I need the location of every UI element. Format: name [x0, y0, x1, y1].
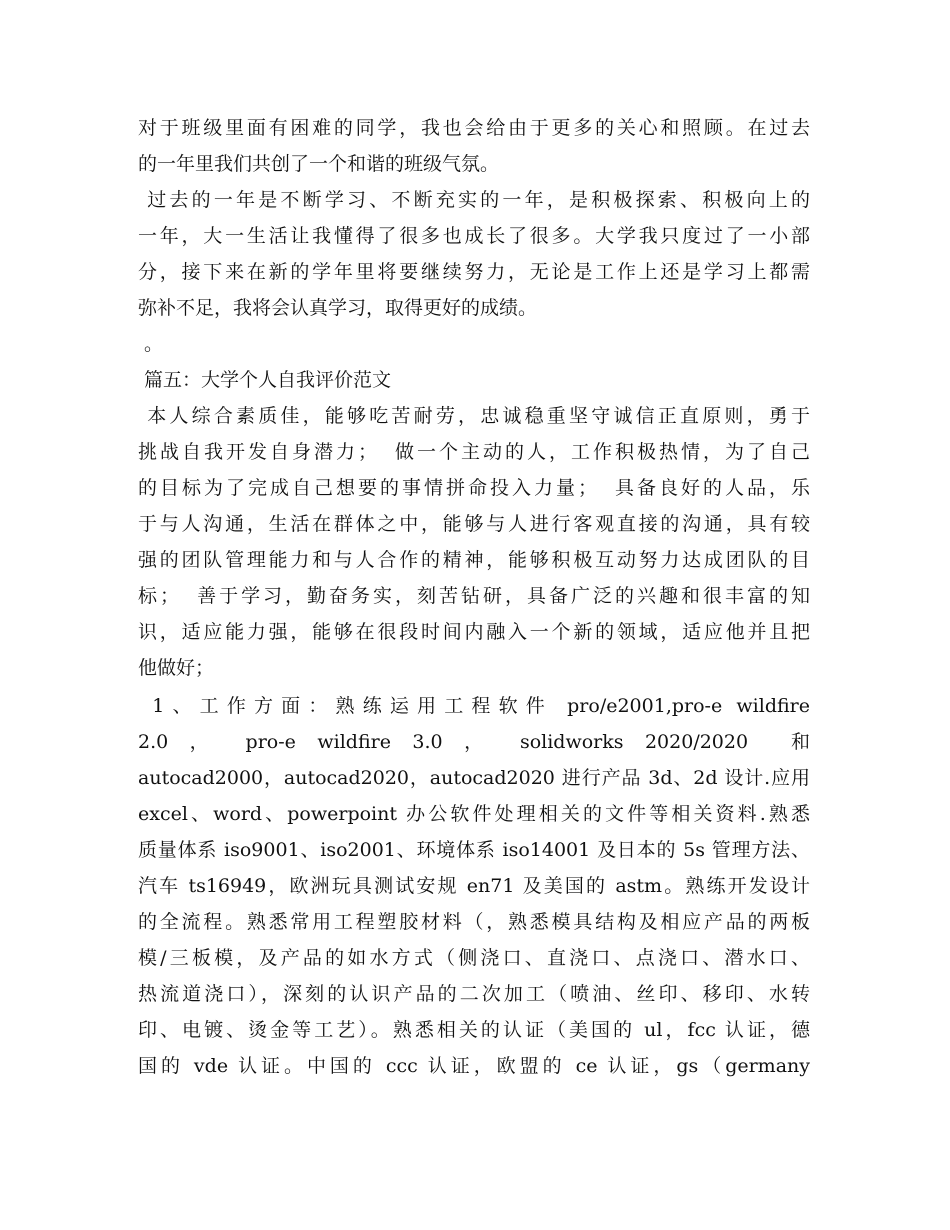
text-line: 一年，大一生活让我懂得了很多也成长了很多。大学我只度过了一小部: [138, 225, 810, 247]
text-line: 于与人沟通，生活在群体之中，能够与人进行客观直接的沟通，具有较: [138, 513, 810, 535]
text-line: 的目标为了完成自己想要的事情拼命投入力量； 具备良好的人品，乐: [138, 477, 810, 499]
text-line: 对于班级里面有困难的同学，我也会给由于更多的关心和照顾。在过去: [138, 117, 810, 139]
section-heading: 篇五：大学个人自我评价范文: [138, 369, 392, 391]
text-line: 1、工作方面：熟练运用工程软件 pro/e2001,pro-e wildfire: [138, 695, 810, 717]
text-line: 质量体系 iso9001、iso2001、环境体系 iso14001 及日本的 5s 管理方法、: [138, 839, 810, 861]
text-line: 他做好；: [138, 657, 215, 679]
text-line: 国的 vde 认证。中国的 ccc 认证，欧盟的 ce 认证，gs（germany: [138, 1055, 810, 1077]
text-line: autocad2000，autocad2020，autocad2020 进行产品 3d、2d 设计.应用: [138, 767, 810, 789]
text-line: 弥补不足，我将会认真学习，取得更好的成绩。: [138, 297, 538, 319]
text-line: 模/三板模，及产品的如水方式（侧浇口、直浇口、点浇口、潜水口、: [138, 947, 810, 969]
text-line: 标； 善于学习，勤奋务实，刻苦钻研，具备广泛的兴趣和很丰富的知: [138, 585, 810, 607]
text-line: 分，接下来在新的学年里将要继续努力，无论是工作上还是学习上都需: [138, 261, 810, 283]
text-line: 识，适应能力强，能够在很段时间内融入一个新的领域，适应他并且把: [138, 621, 810, 643]
text-line: 过去的一年是不断学习、不断充实的一年，是积极探索、积极向上的: [138, 189, 810, 211]
text-line: 汽车 ts16949，欧洲玩具测试安规 en71 及美国的 astm。熟练开发设计: [138, 875, 810, 897]
text-line: 热流道浇口），深刻的认识产品的二次加工（喷油、丝印、移印、水转: [138, 983, 810, 1005]
text-line: 本人综合素质佳，能够吃苦耐劳，忠诚稳重坚守诚信正直原则，勇于: [138, 405, 810, 427]
text-line: 挑战自我开发自身潜力； 做一个主动的人，工作积极热情，为了自己: [138, 441, 810, 463]
text-line: 的一年里我们共创了一个和谐的班级气氛。: [138, 153, 500, 175]
text-line: 2.0 ， pro-e wildfire 3.0 ， solidworks 2020/2020 和: [138, 731, 810, 753]
text-line: 强的团队管理能力和与人合作的精神，能够积极互动努力达成团队的目: [138, 549, 810, 571]
text-line: 的全流程。熟悉常用工程塑胶材料（，熟悉模具结构及相应产品的两板: [138, 911, 810, 933]
text-line: excel、word、powerpoint 办公软件处理相关的文件等相关资料.熟悉: [138, 803, 810, 825]
text-line: 。: [138, 333, 164, 355]
text-line: 印、电镀、烫金等工艺）。熟悉相关的认证（美国的 ul，fcc 认证，德: [138, 1019, 810, 1041]
